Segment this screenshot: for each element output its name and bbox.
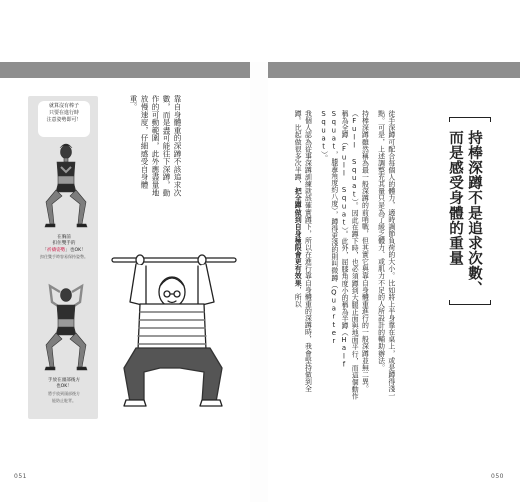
- caption1-suffix: 」也OK！: [65, 247, 86, 253]
- paragraph-3-emphasis: 把全蹲做到自身極限會更有效果: [293, 187, 302, 287]
- right-header-band: [268, 62, 520, 78]
- prayer-pose-figure: [40, 140, 92, 235]
- chapter-title: [445, 130, 483, 300]
- body-text: [286, 110, 396, 400]
- title-bracket-top: [449, 117, 491, 122]
- title-line-1: 持棒深蹲不是追求次數、: [466, 130, 482, 297]
- hands-behind-head-figure: [40, 282, 92, 377]
- title-bracket-bottom: [449, 300, 491, 305]
- caption1-note: 扣住雙手時容易保持姿勢。: [40, 254, 88, 260]
- left-header-band: [0, 62, 250, 78]
- left-page-number: 051: [14, 473, 27, 480]
- bar-squat-illustration: [110, 240, 238, 410]
- side-note: 靠自身體重的深蹲不該追求次數，而是盡可能往下深蹲，動作的可動範圍，此外應盡量地放慢速度，仔細感受自身體重。: [129, 95, 182, 197]
- caption1-highlight: 祈禱姿勢: [46, 247, 66, 253]
- paragraph-3: [292, 110, 312, 400]
- right-page-number: 050: [491, 473, 504, 480]
- paragraph-1: 徒手深蹲可配合每個人的體力，適時調節負荷的大小。比如將上半身靠在桌上，或是蹲得淺一點。可是，上述調整充其量只是為了緩乏體力、或肌力不足的人所設計的輔助辦法。: [376, 110, 395, 400]
- title-line-2: 而是感受身體的重量: [447, 130, 463, 266]
- caption2-note: 將手放到頭部後方 能防止駝背。: [48, 390, 80, 404]
- caption2-text: 手放在頭部後方 也OK！: [47, 378, 81, 390]
- page-gutter: [250, 62, 268, 502]
- hands-behind-head-caption: [36, 378, 92, 406]
- tip-callout: 就算沒有棒子 只要在進行時 注意姿勢即可！: [38, 101, 90, 137]
- prayer-pose-caption: [36, 235, 92, 262]
- caption1-prefix: 在胸前 扣住雙手的 「: [42, 235, 76, 253]
- paragraph-3-end: ，所以: [293, 286, 302, 308]
- paragraph-3-normal: 我個人認為從事深蹲訓練就該確實蹲下，所以在進行靠自身體重的深蹲時，我會堅持做到全蹲。比起做很多次半蹲，: [293, 110, 312, 392]
- paragraph-2: 持棒深蹲雖然稱為最一般深蹲的前哨戰，但其實它與靠自身體重進行的一般深蹲並無二異。（Full Squat）。因此在蹲下時，也必須蹲到大腿正面與地面平行，而這個動作稱為全蹲（Full Squat）。此外，屈膝角度小的稱為半蹲（Half Squat，膝蓋角度約八度），蹲得更淺的則叫微蹲（Quarter Squat）。: [319, 110, 369, 400]
